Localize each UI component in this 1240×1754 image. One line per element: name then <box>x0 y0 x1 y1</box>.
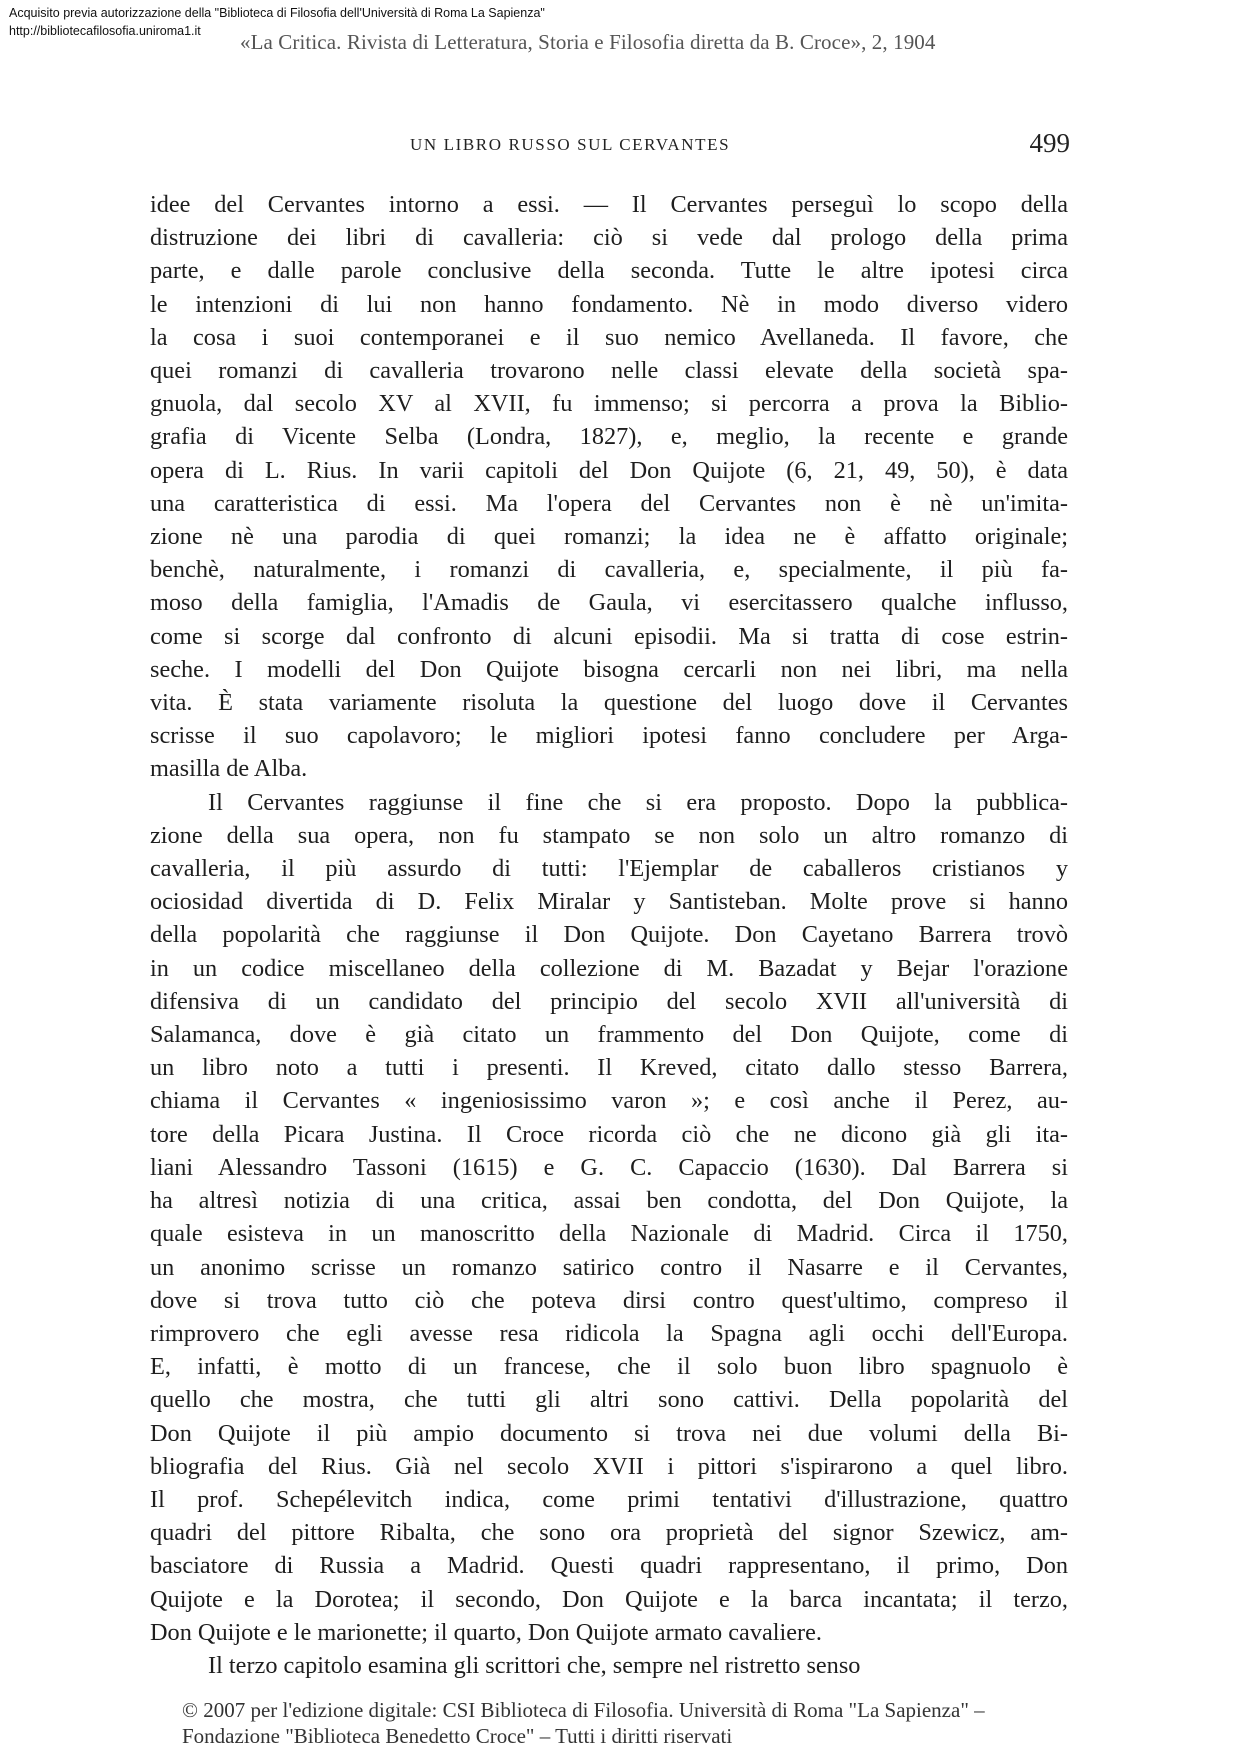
text-line: Salamanca, dove è già citato un frammento del Don Quijote, come di <box>150 1021 1068 1049</box>
text-line: cavalleria, il più assurdo di tutti: l'Ejemplar de caballeros cristianos y <box>150 855 1068 883</box>
footer-line: Fondazione "Biblioteca Benedetto Croce" – Tutti i diritti riservati <box>182 1724 733 1748</box>
body-text <box>150 188 1068 1682</box>
source-url: http://bibliotecafilosofia.uniroma1.it <box>9 24 201 38</box>
text-line: liani Alessandro Tassoni (1615) e G. C. Capaccio (1630). Dal Barrera si <box>150 1153 1068 1181</box>
text-line: Il prof. Schepélevitch indica, come primi tentativi d'illustrazione, quattro <box>150 1485 1068 1513</box>
text-line: la cosa i suoi contemporanei e il suo nemico Avellaneda. Il favore, che <box>150 323 1068 351</box>
text-line: quadri del pittore Ribalta, che sono ora proprietà del signor Szewicz, am- <box>150 1519 1068 1547</box>
text-line: le intenzioni di lui non hanno fondamento. Nè in modo diverso videro <box>150 290 1068 318</box>
text-line: Il Cervantes raggiunse il fine che si era proposto. Dopo la pubblica- <box>208 788 1068 816</box>
footer-line: © 2007 per l'edizione digitale: CSI Biblioteca di Filosofia. Università di Roma "La Sapienza" – <box>182 1698 985 1722</box>
text-line: E, infatti, è motto di un francese, che il solo buon libro spagnuolo è <box>150 1353 1068 1381</box>
copyright-footer <box>182 1697 985 1749</box>
text-line: ha altresì notizia di una critica, assai ben condotta, del Don Quijote, la <box>150 1187 1068 1215</box>
page-number: 499 <box>1029 128 1070 158</box>
text-line: moso della famiglia, l'Amadis de Gaula, vi esercitassero qualche influsso, <box>150 589 1068 617</box>
text-line: quei romanzi di cavalleria trovarono nelle classi elevate della società spa- <box>150 357 1068 385</box>
text-line: Don Quijote il più ampio documento si trova nei due volumi della Bi- <box>150 1419 1068 1447</box>
text-line: Quijote e la Dorotea; il secondo, Don Quijote e la barca incantata; il terzo, <box>150 1585 1068 1613</box>
text-line: dove si trova tutto ciò che poteva dirsi contro quest'ultimo, compreso il <box>150 1286 1068 1314</box>
running-head <box>150 128 1070 162</box>
text-line: basciatore di Russia a Madrid. Questi quadri rappresentano, il primo, Don <box>150 1552 1068 1580</box>
text-line: grafia di Vicente Selba (Londra, 1827), e, meglio, la recente e grande <box>150 423 1068 451</box>
text-line: un libro noto a tutti i presenti. Il Kreved, citato dallo stesso Barrera, <box>150 1054 1068 1082</box>
text-line: in un codice miscellaneo della collezione di M. Bazadat y Bejar l'orazione <box>150 954 1068 982</box>
text-line: come si scorge dal confronto di alcuni episodii. Ma si tratta di cose estrin- <box>150 622 1068 650</box>
text-line: parte, e dalle parole conclusive della seconda. Tutte le altre ipotesi circa <box>150 257 1068 285</box>
source-notice-line: Acquisito previa autorizzazione della "Biblioteca di Filosofia dell'Università di Roma La Sapienza" <box>9 6 545 20</box>
text-line: Don Quijote e le marionette; il quarto, Don Quijote armato cavaliere. <box>150 1618 822 1646</box>
text-line: tore della Picara Justina. Il Croce ricorda ciò che ne dicono già gli ita- <box>150 1120 1068 1148</box>
text-line: difensiva di un candidato del principio del secolo XVII all'università di <box>150 987 1068 1015</box>
text-line: chiama il Cervantes « ingeniosissimo varon »; e così anche il Perez, au- <box>150 1087 1068 1115</box>
text-line: quello che mostra, che tutti gli altri sono cattivi. Della popolarità del <box>150 1386 1068 1414</box>
text-line: vita. È stata variamente risoluta la questione del luogo dove il Cervantes <box>150 689 1068 717</box>
text-line: della popolarità che raggiunse il Don Quijote. Don Cayetano Barrera trovò <box>150 921 1068 949</box>
text-line: benchè, naturalmente, i romanzi di cavalleria, e, specialmente, il più fa- <box>150 556 1068 584</box>
journal-citation: «La Critica. Rivista di Letteratura, Storia e Filosofia diretta da B. Croce», 2, 1904 <box>240 30 936 54</box>
text-line: distruzione dei libri di cavalleria: ciò si vede dal prologo della prima <box>150 224 1068 252</box>
text-line: gnuola, dal secolo XV al XVII, fu immenso; si percorra a prova la Biblio- <box>150 390 1068 418</box>
text-line: una caratteristica di essi. Ma l'opera del Cervantes non è nè un'imita- <box>150 489 1068 517</box>
text-line: seche. I modelli del Don Quijote bisogna cercarli non nei libri, ma nella <box>150 655 1068 683</box>
text-line: bliografia del Rius. Già nel secolo XVII i pittori s'ispirarono a quel libro. <box>150 1452 1068 1480</box>
text-line: opera di L. Rius. In varii capitoli del Don Quijote (6, 21, 49, 50), è data <box>150 456 1068 484</box>
text-line: zione della sua opera, non fu stampato se non solo un altro romanzo di <box>150 821 1068 849</box>
text-line: quale esisteva in un manoscritto della Nazionale di Madrid. Circa il 1750, <box>150 1220 1068 1248</box>
text-line: Il terzo capitolo esamina gli scrittori che, sempre nel ristretto senso <box>208 1651 861 1679</box>
text-line: zione nè una parodia di quei romanzi; la idea ne è affatto originale; <box>150 523 1068 551</box>
text-line: masilla de Alba. <box>150 755 308 783</box>
running-title: UN LIBRO RUSSO SUL CERVANTES <box>410 135 731 154</box>
text-line: rimprovero che egli avesse resa ridicola la Spagna agli occhi dell'Europa. <box>150 1319 1068 1347</box>
text-line: un anonimo scrisse un romanzo satirico contro il Nasarre e il Cervantes, <box>150 1253 1068 1281</box>
text-line: idee del Cervantes intorno a essi. — Il Cervantes perseguì lo scopo della <box>150 191 1068 218</box>
text-line: ociosidad divertida di D. Felix Miralar y Santisteban. Molte prove si hanno <box>150 888 1068 916</box>
text-line: scrisse il suo capolavoro; le migliori ipotesi fanno concludere per Arga- <box>150 722 1068 750</box>
